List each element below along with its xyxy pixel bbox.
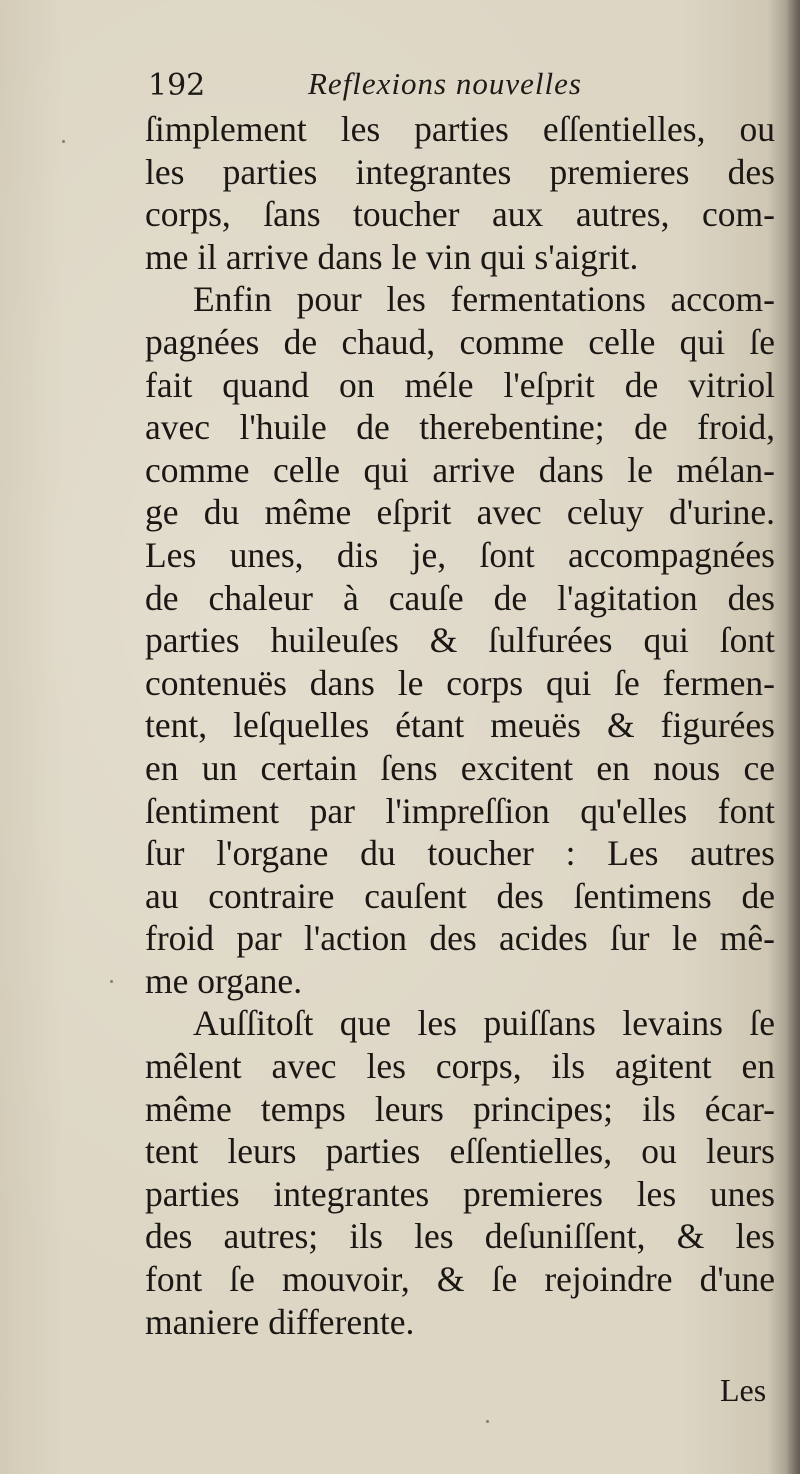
paper-speck: [110, 980, 113, 983]
text-line: ſimplement les parties eſſentielles, ou: [145, 109, 775, 149]
catchword: Les: [720, 1372, 767, 1408]
text-line: ge du même eſprit avec celuy d'urine.: [145, 492, 775, 533]
text-line: mêlent avec les corps, ils agitent en: [145, 1046, 775, 1087]
text-line: parties huileuſes & ſulfurées qui ſont: [145, 620, 775, 661]
page-number: 192: [148, 68, 206, 103]
text-line: fait quand on méle l'eſprit de vitriol: [145, 364, 775, 405]
text-line: font ſe mouvoir, & ſe rejoindre d'une: [145, 1259, 775, 1300]
text-line: Les unes, dis je, ſont accompagnées: [145, 534, 775, 575]
text-line: ſur l'organe du toucher : Les autres: [145, 833, 775, 874]
text-line: Enfin pour les fermentations accom-: [193, 279, 775, 320]
text-line: tent leurs parties eſſentielles, ou leurs: [145, 1131, 775, 1172]
text-line: me il arrive dans le vin qui s'aigrit.: [145, 236, 639, 277]
text-line: Auſſitoſt que les puiſſans levains ſe: [193, 1003, 775, 1044]
text-line: contenuës dans le corps qui ſe fermen-: [145, 662, 775, 703]
text-line: au contraire cauſent des ſentimens de: [145, 875, 775, 916]
text-line: comme celle qui arrive dans le mélan-: [145, 449, 775, 490]
text-line: tent, leſquelles étant meuës & figurées: [145, 705, 775, 746]
running-head: [148, 66, 708, 110]
text-line: maniere differente.: [145, 1301, 415, 1342]
text-line: parties integrantes premieres les unes: [145, 1173, 775, 1214]
running-title: Reflexions nouvelles: [308, 66, 582, 101]
text-line: corps, ſans toucher aux autres, com-: [145, 194, 775, 235]
text-line: de chaleur à cauſe de l'agitation des: [145, 577, 775, 618]
text-line: en un certain ſens excitent en nous ce: [145, 747, 775, 788]
text-line: pagnées de chaud, comme celle qui ſe: [145, 321, 775, 362]
text-line: froid par l'action des acides ſur le mê-: [145, 918, 775, 959]
page-edge-shadow: [786, 0, 800, 1474]
paper-speck: [486, 1420, 489, 1423]
text-line: ſentiment par l'impreſſion qu'elles font: [145, 790, 775, 831]
body-text: [145, 108, 775, 1343]
text-line: même temps leurs principes; ils écar-: [145, 1088, 775, 1129]
text-line: me organe.: [145, 960, 303, 1001]
text-line: des autres; ils les deſuniſſent, & les: [145, 1216, 775, 1257]
text-line: avec l'huile de therebentine; de froid,: [145, 407, 775, 448]
paper-speck: [62, 140, 65, 143]
text-line: les parties integrantes premieres des: [145, 151, 775, 192]
